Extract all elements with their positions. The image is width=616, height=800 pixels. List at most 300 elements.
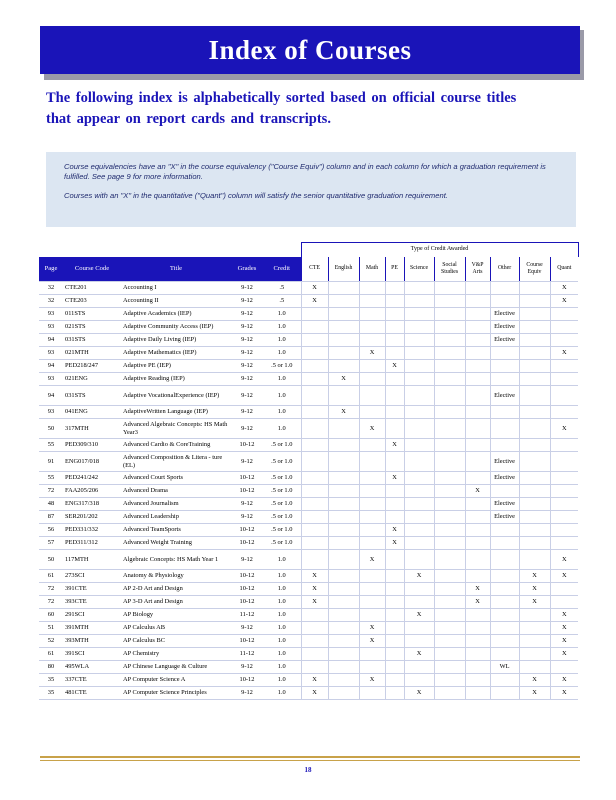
cell-pe [385, 511, 404, 524]
cell-credit: .5 or 1.0 [263, 360, 301, 373]
cell-code: ENG017/018 [63, 452, 121, 472]
cell-page: 32 [39, 295, 63, 308]
cell-page: 94 [39, 386, 63, 406]
cell-page: 72 [39, 485, 63, 498]
cell-quant [550, 583, 578, 596]
cell-other [490, 674, 519, 687]
cell-title: Advanced Journalism [121, 498, 231, 511]
cell-eng [328, 419, 359, 439]
cell-equiv: X [519, 570, 550, 583]
cell-cte [301, 635, 328, 648]
cell-arts [465, 360, 490, 373]
cell-other [490, 687, 519, 700]
cell-sci [404, 373, 434, 386]
cell-quant [550, 472, 578, 485]
cell-eng [328, 334, 359, 347]
table-row [39, 635, 578, 648]
cell-code: 021ENG [63, 373, 121, 386]
cell-quant: X [550, 570, 578, 583]
col-vp-arts: V&P Arts [465, 257, 490, 282]
cell-ss [434, 308, 465, 321]
cell-math [359, 472, 385, 485]
cell-math: X [359, 419, 385, 439]
cell-page: 55 [39, 472, 63, 485]
cell-credit: 1.0 [263, 583, 301, 596]
cell-title: Accounting I [121, 282, 231, 295]
cell-pe [385, 282, 404, 295]
cell-other: Elective [490, 452, 519, 472]
cell-eng [328, 321, 359, 334]
intro-text: The following index is alphabetically sorted based on official course titles that appear on report cards and transcripts. [46, 90, 517, 127]
cell-ss [434, 295, 465, 308]
cell-math [359, 439, 385, 452]
cell-cte: X [301, 596, 328, 609]
cell-code: CTE201 [63, 282, 121, 295]
cell-page: 32 [39, 282, 63, 295]
cell-sci [404, 498, 434, 511]
cell-other [490, 439, 519, 452]
cell-pe [385, 674, 404, 687]
cell-sci [404, 386, 434, 406]
cell-eng [328, 452, 359, 472]
cell-code: 031STS [63, 334, 121, 347]
cell-cte: X [301, 583, 328, 596]
cell-cte [301, 347, 328, 360]
cell-credit: .5 or 1.0 [263, 485, 301, 498]
cell-equiv [519, 452, 550, 472]
cell-title: AP Computer Science Principles [121, 687, 231, 700]
col-social-studies: Social Studies [434, 257, 465, 282]
cell-equiv [519, 321, 550, 334]
cell-quant [550, 360, 578, 373]
cell-grades: 10-12 [231, 596, 263, 609]
cell-pe [385, 419, 404, 439]
cell-code: PED218/247 [63, 360, 121, 373]
cell-sci [404, 485, 434, 498]
cell-credit: .5 or 1.0 [263, 524, 301, 537]
cell-eng [328, 524, 359, 537]
cell-pe [385, 661, 404, 674]
col-science: Science [404, 257, 434, 282]
cell-other: WL [490, 661, 519, 674]
cell-sci [404, 472, 434, 485]
cell-ss [434, 622, 465, 635]
cell-title: Adaptive PE (IEP) [121, 360, 231, 373]
cell-code: FAA205/206 [63, 485, 121, 498]
cell-grades: 10-12 [231, 485, 263, 498]
cell-code: PED241/242 [63, 472, 121, 485]
table-row [39, 452, 578, 472]
cell-math [359, 360, 385, 373]
note-quantitative: Courses with an "X" in the quantitative ("Quant") column will satisfy the senior quantitative graduation requirement. [64, 191, 448, 200]
footer-rule-thin [40, 760, 580, 761]
cell-other: Elective [490, 511, 519, 524]
cell-pe [385, 321, 404, 334]
cell-pe [385, 635, 404, 648]
cell-grades: 9-12 [231, 295, 263, 308]
cell-sci [404, 439, 434, 452]
cell-grades: 10-12 [231, 674, 263, 687]
cell-grades: 9-12 [231, 406, 263, 419]
cell-other: Elective [490, 321, 519, 334]
cell-cte [301, 550, 328, 570]
cell-eng [328, 498, 359, 511]
table-row [39, 609, 578, 622]
cell-other: Elective [490, 498, 519, 511]
cell-equiv: X [519, 674, 550, 687]
cell-page: 35 [39, 687, 63, 700]
cell-code: 031STS [63, 386, 121, 406]
table-row [39, 439, 578, 452]
footer-rule [40, 756, 580, 758]
cell-quant: X [550, 282, 578, 295]
cell-credit: 1.0 [263, 687, 301, 700]
cell-cte: X [301, 570, 328, 583]
cell-equiv: X [519, 583, 550, 596]
cell-grades: 9-12 [231, 687, 263, 700]
cell-cte [301, 406, 328, 419]
cell-grades: 10-12 [231, 537, 263, 550]
cell-quant [550, 596, 578, 609]
cell-pe: X [385, 537, 404, 550]
course-index-table [39, 242, 579, 700]
cell-eng [328, 609, 359, 622]
cell-quant [550, 537, 578, 550]
cell-grades: 9-12 [231, 334, 263, 347]
cell-equiv [519, 472, 550, 485]
cell-math: X [359, 674, 385, 687]
cell-other: Elective [490, 472, 519, 485]
cell-other [490, 583, 519, 596]
cell-pe [385, 498, 404, 511]
cell-math [359, 498, 385, 511]
cell-title: Advanced Composition & Litera - ture (EL) [121, 452, 231, 472]
cell-quant [550, 498, 578, 511]
cell-code: 391CTE [63, 583, 121, 596]
cell-other [490, 282, 519, 295]
cell-sci [404, 674, 434, 687]
table-row [39, 321, 578, 334]
cell-grades: 10-12 [231, 472, 263, 485]
cell-credit: 1.0 [263, 321, 301, 334]
cell-grades: 11-12 [231, 648, 263, 661]
cell-cte [301, 452, 328, 472]
cell-equiv [519, 661, 550, 674]
cell-code: 393CTE [63, 596, 121, 609]
cell-sci [404, 596, 434, 609]
cell-equiv [519, 511, 550, 524]
cell-title: Advanced Weight Training [121, 537, 231, 550]
cell-ss [434, 583, 465, 596]
cell-sci: X [404, 609, 434, 622]
cell-title: Advanced Cardio & CoreTraining [121, 439, 231, 452]
cell-pe [385, 386, 404, 406]
table-row [39, 282, 578, 295]
cell-title: Advanced TeamSports [121, 524, 231, 537]
cell-quant: X [550, 347, 578, 360]
table-row [39, 472, 578, 485]
cell-code: SER201/202 [63, 511, 121, 524]
cell-pe [385, 485, 404, 498]
col-course-equiv: Course Equiv [519, 257, 550, 282]
cell-equiv [519, 419, 550, 439]
cell-arts [465, 321, 490, 334]
cell-quant [550, 511, 578, 524]
cell-ss [434, 347, 465, 360]
cell-page: 60 [39, 609, 63, 622]
cell-pe [385, 609, 404, 622]
cell-sci [404, 661, 434, 674]
cell-page: 57 [39, 537, 63, 550]
cell-cte [301, 498, 328, 511]
cell-grades: 9-12 [231, 321, 263, 334]
cell-sci [404, 583, 434, 596]
cell-pe [385, 648, 404, 661]
cell-ss [434, 498, 465, 511]
cell-title: AP Biology [121, 609, 231, 622]
cell-page: 72 [39, 596, 63, 609]
cell-title: Adaptive Community Access (IEP) [121, 321, 231, 334]
cell-arts [465, 308, 490, 321]
cell-pe [385, 373, 404, 386]
cell-other [490, 609, 519, 622]
cell-grades: 9-12 [231, 498, 263, 511]
cell-math [359, 511, 385, 524]
cell-credit: 1.0 [263, 334, 301, 347]
cell-eng [328, 485, 359, 498]
cell-code: 391SCI [63, 648, 121, 661]
cell-title: Advanced Court Sports [121, 472, 231, 485]
cell-other [490, 596, 519, 609]
cell-grades: 10-12 [231, 570, 263, 583]
cell-quant: X [550, 609, 578, 622]
cell-code: PED311/312 [63, 537, 121, 550]
cell-sci [404, 282, 434, 295]
col-cte: CTE [301, 257, 328, 282]
cell-credit: 1.0 [263, 648, 301, 661]
info-note [46, 152, 576, 227]
cell-title: Adaptive Mathematics (IEP) [121, 347, 231, 360]
col-grades: Grades [231, 257, 263, 282]
cell-other [490, 360, 519, 373]
cell-grades: 10-12 [231, 583, 263, 596]
cell-ss [434, 511, 465, 524]
table-row [39, 334, 578, 347]
cell-equiv [519, 485, 550, 498]
cell-equiv [519, 609, 550, 622]
cell-ss [434, 609, 465, 622]
cell-grades: 9-12 [231, 347, 263, 360]
table-row [39, 648, 578, 661]
col-quant: Quant [550, 257, 578, 282]
col-pe: PE [385, 257, 404, 282]
cell-math [359, 687, 385, 700]
cell-arts: X [465, 596, 490, 609]
cell-equiv [519, 347, 550, 360]
cell-grades: 9-12 [231, 661, 263, 674]
cell-page: 52 [39, 635, 63, 648]
cell-ss [434, 537, 465, 550]
cell-code: PED331/332 [63, 524, 121, 537]
cell-other: Elective [490, 308, 519, 321]
cell-code: 317MTH [63, 419, 121, 439]
cell-equiv [519, 373, 550, 386]
cell-quant [550, 452, 578, 472]
cell-ss [434, 550, 465, 570]
cell-cte [301, 419, 328, 439]
cell-pe [385, 583, 404, 596]
cell-title: Adaptive Daily Living (IEP) [121, 334, 231, 347]
cell-credit: 1.0 [263, 347, 301, 360]
cell-eng [328, 282, 359, 295]
cell-title: Advanced Drama [121, 485, 231, 498]
cell-cte [301, 472, 328, 485]
cell-pe [385, 550, 404, 570]
page-title: Index of Courses [40, 26, 580, 74]
cell-math [359, 386, 385, 406]
cell-arts [465, 661, 490, 674]
cell-ss [434, 360, 465, 373]
cell-credit: .5 or 1.0 [263, 537, 301, 550]
cell-cte [301, 537, 328, 550]
cell-other [490, 622, 519, 635]
cell-title: AP Computer Science A [121, 674, 231, 687]
cell-page: 61 [39, 570, 63, 583]
cell-grades: 9-12 [231, 308, 263, 321]
cell-other [490, 485, 519, 498]
cell-credit: 1.0 [263, 386, 301, 406]
cell-sci [404, 347, 434, 360]
cell-sci: X [404, 687, 434, 700]
cell-eng [328, 511, 359, 524]
table-header-row [39, 257, 578, 282]
cell-ss [434, 452, 465, 472]
cell-page: 61 [39, 648, 63, 661]
col-english: English [328, 257, 359, 282]
cell-ss [434, 648, 465, 661]
cell-ss [434, 674, 465, 687]
cell-sci [404, 550, 434, 570]
cell-title: Adaptive VocationalExperience (IEP) [121, 386, 231, 406]
cell-arts [465, 452, 490, 472]
cell-pe [385, 622, 404, 635]
cell-grades: 9-12 [231, 511, 263, 524]
cell-quant [550, 439, 578, 452]
cell-sci: X [404, 570, 434, 583]
cell-title: Anatomy & Physiology [121, 570, 231, 583]
cell-quant [550, 406, 578, 419]
cell-other [490, 406, 519, 419]
cell-code: 021STS [63, 321, 121, 334]
cell-cte [301, 524, 328, 537]
cell-sci [404, 635, 434, 648]
cell-pe [385, 687, 404, 700]
cell-ss [434, 321, 465, 334]
cell-pe [385, 334, 404, 347]
cell-other [490, 550, 519, 570]
cell-code: ENG317/318 [63, 498, 121, 511]
cell-page: 48 [39, 498, 63, 511]
cell-ss [434, 687, 465, 700]
cell-arts: X [465, 583, 490, 596]
cell-equiv [519, 498, 550, 511]
cell-pe: X [385, 439, 404, 452]
cell-arts [465, 334, 490, 347]
cell-equiv [519, 524, 550, 537]
cell-quant [550, 308, 578, 321]
col-math: Math [359, 257, 385, 282]
cell-grades: 9-12 [231, 550, 263, 570]
cell-math [359, 570, 385, 583]
cell-credit: .5 or 1.0 [263, 452, 301, 472]
cell-quant: X [550, 550, 578, 570]
cell-eng [328, 635, 359, 648]
cell-arts [465, 635, 490, 648]
cell-pe [385, 570, 404, 583]
cell-credit: 1.0 [263, 596, 301, 609]
cell-other [490, 635, 519, 648]
cell-eng [328, 537, 359, 550]
cell-math [359, 648, 385, 661]
cell-cte [301, 373, 328, 386]
table-body [39, 282, 578, 700]
cell-arts [465, 648, 490, 661]
cell-other: Elective [490, 334, 519, 347]
table-row [39, 308, 578, 321]
cell-cte: X [301, 687, 328, 700]
cell-grades: 9-12 [231, 622, 263, 635]
cell-credit: .5 or 1.0 [263, 472, 301, 485]
cell-ss [434, 485, 465, 498]
table-row [39, 485, 578, 498]
cell-credit: 1.0 [263, 622, 301, 635]
cell-arts [465, 295, 490, 308]
cell-math [359, 485, 385, 498]
table-row [39, 373, 578, 386]
table-row [39, 596, 578, 609]
cell-quant [550, 321, 578, 334]
cell-title: Advanced Algebraic Concepts: HS Math Year3 [121, 419, 231, 439]
cell-page: 93 [39, 373, 63, 386]
cell-title: AdaptiveWritten Language (IEP) [121, 406, 231, 419]
cell-ss [434, 661, 465, 674]
cell-grades: 10-12 [231, 524, 263, 537]
cell-other [490, 648, 519, 661]
cell-credit: 1.0 [263, 373, 301, 386]
note-equivalency: Course equivalencies have an "X" in the course equivalency ("Course Equiv") column and in each column for which a graduation requirement is fulfilled. See page 9 for more information. [64, 162, 546, 181]
cell-code: 393MTH [63, 635, 121, 648]
cell-credit: 1.0 [263, 419, 301, 439]
cell-quant [550, 524, 578, 537]
cell-ss [434, 596, 465, 609]
cell-title: Algebraic Concepts: HS Math Year 1 [121, 550, 231, 570]
cell-math [359, 583, 385, 596]
cell-pe: X [385, 360, 404, 373]
cell-math [359, 308, 385, 321]
cell-math [359, 282, 385, 295]
cell-eng [328, 472, 359, 485]
cell-code: 481CTE [63, 687, 121, 700]
cell-quant: X [550, 687, 578, 700]
cell-math [359, 537, 385, 550]
cell-page: 56 [39, 524, 63, 537]
table-row [39, 295, 578, 308]
cell-ss [434, 635, 465, 648]
cell-title: Adaptive Academics (IEP) [121, 308, 231, 321]
cell-page: 93 [39, 321, 63, 334]
cell-math [359, 661, 385, 674]
cell-arts [465, 537, 490, 550]
